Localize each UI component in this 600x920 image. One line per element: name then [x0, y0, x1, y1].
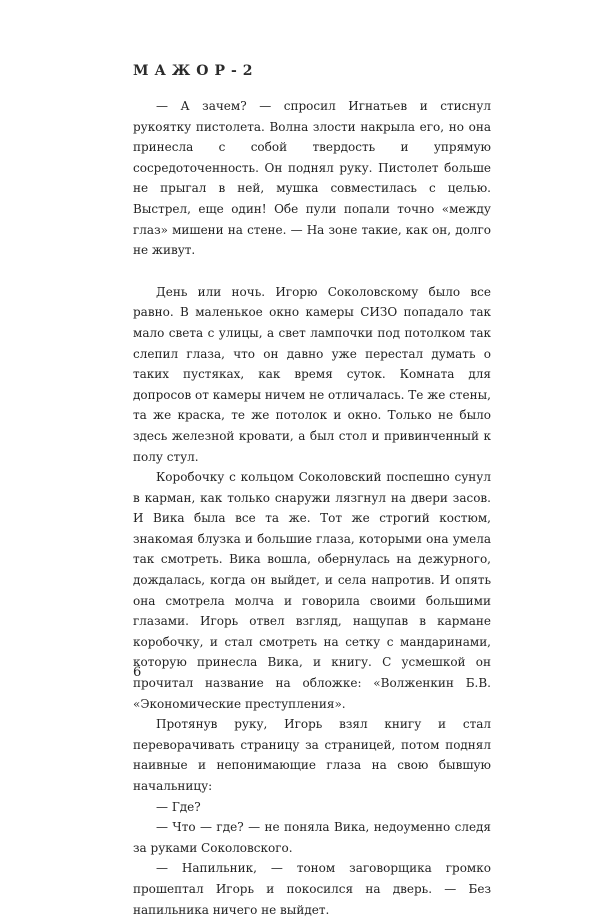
- paragraph-where: — Где?: [156, 799, 201, 814]
- paragraph-what-where: — Что — где? — не поняла Вика, недоуменно следя за руками Соколовского.: [133, 820, 491, 855]
- paragraph-file: — Напильник, — тоном заговорщика громко прошептал Игорь и покосился на дверь. — Без напильника ничего не выйдет.: [133, 861, 491, 917]
- paragraph-day-or-night: День или ночь. Игорю Соколовскому было все равно. В маленькое окно камеры СИЗО попадало так мало света с улицы, а свет лампочки под потолком так слепил глаза, что он давно уже перестал думать о таких пустяках, как время суток. Комната для допросов от камеры ничем не отличалась. Те же стены, та же краска, те же потолок и окно. Только не было здесь железной кровати, а был стол и привинченный к полу стул.: [133, 284, 491, 464]
- paragraph-book: Протянув руку, Игорь взял книгу и стал переворачивать страницу за страницей, потом поднял наивные и непонимающие глаза на свою бывшую начальницу:: [133, 717, 491, 793]
- running-title: МАЖОР-2: [133, 63, 259, 79]
- page-number: 6: [133, 665, 142, 680]
- paragraph-dialogue-ignatyev: — А зачем? — спросил Игнатьев и стиснул рукоятку пистолета. Волна злости накрыла его, но она принесла с собой твердость и упрямую сосредоточенность. Он поднял руку. Пистолет больше не прыгал в ней, мушка совместилась с целью. Выстрел, еще один! Обе пули попали точно «между глаз» мишени на стене. — На зоне такие, как он, долго не живут.: [133, 99, 491, 258]
- paragraph-ring-box: Коробочку с кольцом Соколовский поспешно сунул в карман, как только снаружи лязгнул на двери засов. И Вика была все та же. Тот же строгий костюм, знакомая блузка и большие глаза, которыми она умела так смотреть. Вика вошла, обернулась на дежурного, дождалась, когда он выйдет, и села напротив. И опять она смотрела молча и говорила своими большими глазами. Игорь отвел взгляд, нащупав в кармане коробочку, и стал смотреть на сетку с мандаринами, которую принесла Вика, и книгу. С усмешкой он прочитал название на обложке: «Волженкин Б.В. «Экономические преступления».: [133, 470, 491, 711]
- body-text: [133, 96, 491, 920]
